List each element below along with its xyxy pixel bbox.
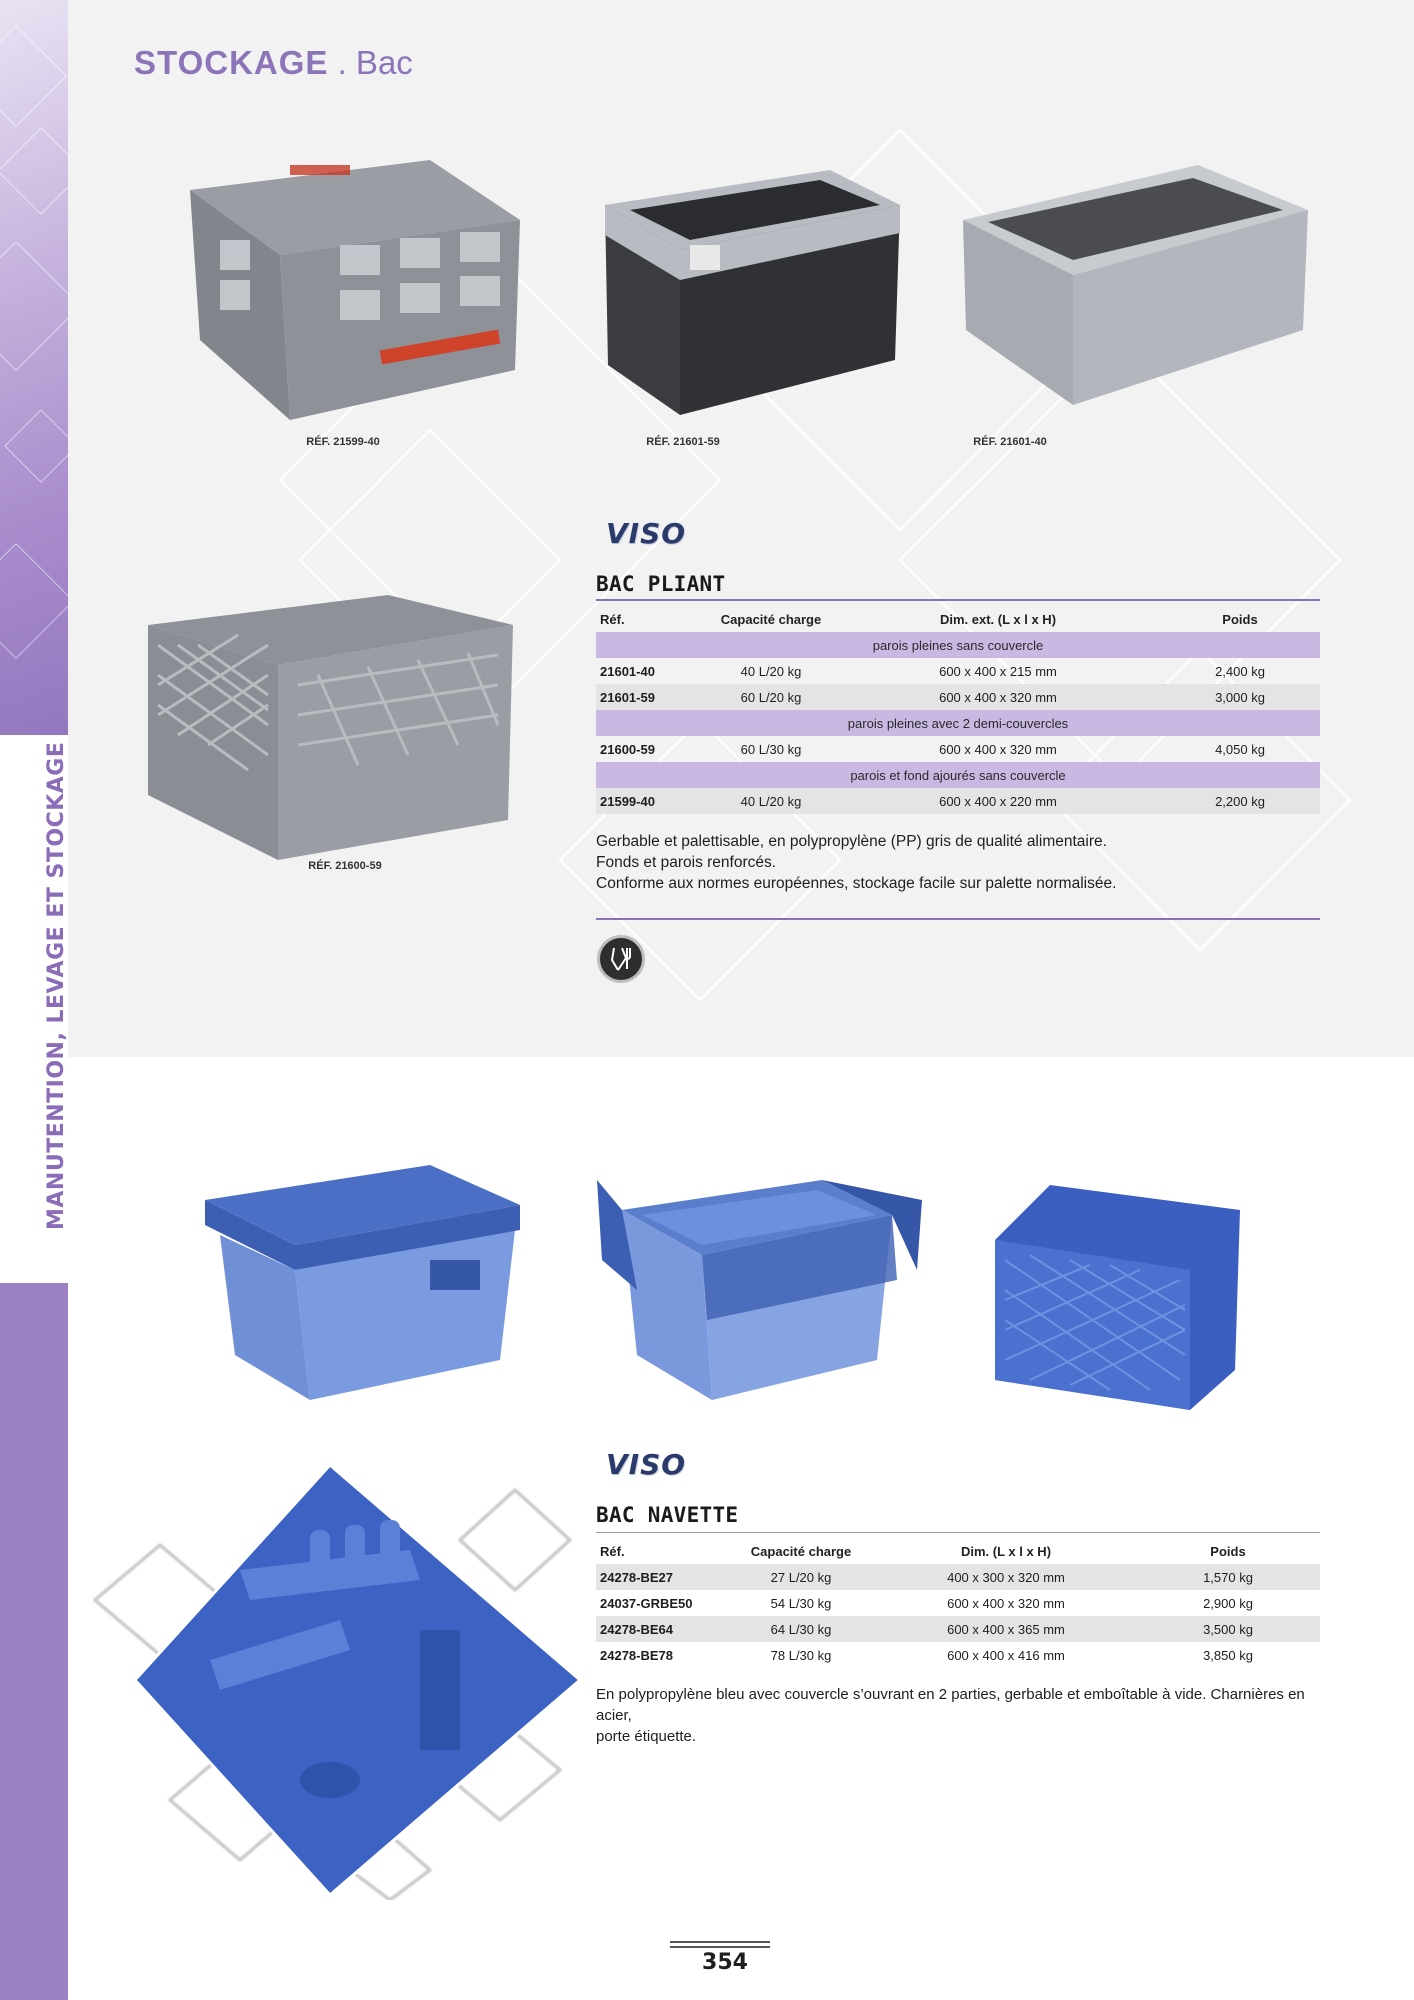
photo-crate-21600-59 <box>138 585 523 865</box>
table-row: 24278-BE78 78 L/30 kg 600 x 400 x 416 mm 3,850 kg <box>600 1647 1253 1663</box>
bac-navette-table <box>596 1538 1320 1668</box>
bac-pliant-bottom-rule <box>596 918 1320 920</box>
table-row: 21600-59 60 L/30 kg 600 x 400 x 320 mm 4,050 kg <box>600 741 1265 757</box>
bac-navette-title: BAC NAVETTE <box>596 1503 739 1527</box>
sidebar-gradient-panel <box>0 0 68 735</box>
page-title-main: STOCKAGE <box>134 44 329 81</box>
photo-blue-crate-lidded <box>200 1160 525 1405</box>
photo-ref-21599-40: RÉF. 21599-40 <box>306 436 380 448</box>
table-row: 24278-BE27 27 L/20 kg 400 x 300 x 320 mm 1,570 kg <box>596 1564 1320 1590</box>
photo-ref-21601-59: RÉF. 21601-59 <box>646 436 720 448</box>
bac-navette-description: En polypropylène bleu avec couvercle s’ouvrant en 2 parties, gerbable et emboîtable à vide. Charnières en acier, porte étiquette. <box>596 1686 1305 1745</box>
viso-logo: VISO <box>606 517 687 550</box>
col-ref: Réf. <box>600 611 625 627</box>
sidebar-bottom-panel <box>0 1283 68 2000</box>
section-row: parois et fond ajourés sans couvercle <box>596 762 1320 788</box>
col-dim: Dim. (L x l x H) <box>960 1543 1052 1559</box>
table-header-row <box>596 606 1320 632</box>
photo-blue-crate-stacked <box>990 1180 1252 1410</box>
section-row: parois pleines avec 2 demi-couvercles <box>596 710 1320 736</box>
col-capacite: Capacité charge <box>720 611 822 627</box>
sidebar-section-label: MANUTENTION, LEVAGE ET STOCKAGE <box>44 741 69 1230</box>
table-row: 21599-40 40 L/20 kg 600 x 400 x 220 mm 2,200 kg <box>596 788 1320 814</box>
table-row: 21601-40 40 L/20 kg 600 x 400 x 215 mm 2,400 kg <box>600 663 1265 679</box>
col-capacite: Capacité charge <box>750 1543 852 1559</box>
photo-blue-crate-open <box>592 1160 922 1405</box>
photo-ref-21601-40: RÉF. 21601-40 <box>973 436 1047 448</box>
table-row: 21601-59 60 L/20 kg 600 x 400 x 320 mm 3,000 kg <box>596 684 1320 710</box>
page-number-rule <box>670 1941 770 1943</box>
bac-pliant-title: BAC PLIANT <box>596 572 726 596</box>
section-row: parois pleines sans couvercle <box>596 632 1320 658</box>
bac-pliant-table <box>596 606 1320 814</box>
photo-blue-crate-detail <box>90 1460 590 1900</box>
photo-ref-21600-59: RÉF. 21600-59 <box>308 860 382 872</box>
col-ref: Réf. <box>600 1543 625 1559</box>
col-poids: Poids <box>1222 611 1258 627</box>
table-header-row <box>596 1538 1320 1564</box>
page-number-rule <box>670 1946 770 1948</box>
food-safe-icon <box>597 935 645 983</box>
col-dim: Dim. ext. (L x l x H) <box>939 611 1057 627</box>
page-title-sub: . Bac <box>328 44 413 81</box>
bac-navette-title-rule <box>596 1532 1320 1533</box>
page-title <box>134 44 413 82</box>
bac-pliant-title-rule <box>596 599 1320 601</box>
table-row: 24278-BE64 64 L/30 kg 600 x 400 x 365 mm 3,500 kg <box>596 1616 1320 1642</box>
table-row: 24037-GRBE50 54 L/30 kg 600 x 400 x 320 mm 2,900 kg <box>600 1595 1253 1611</box>
page-number: 354 <box>702 1950 748 1975</box>
photo-crate-21601-40 <box>958 160 1314 410</box>
photo-crate-21599-40 <box>170 150 530 430</box>
bac-pliant-description: Gerbable et palettisable, en polypropylène (PP) gris de qualité alimentaire. Fonds et parois renforcés. Conforme aux normes européennes, stockage facile sur palette normalisée. <box>596 833 1117 892</box>
photo-crate-21601-59 <box>600 165 905 420</box>
col-poids: Poids <box>1210 1543 1246 1559</box>
viso-logo: VISO <box>606 1448 687 1481</box>
